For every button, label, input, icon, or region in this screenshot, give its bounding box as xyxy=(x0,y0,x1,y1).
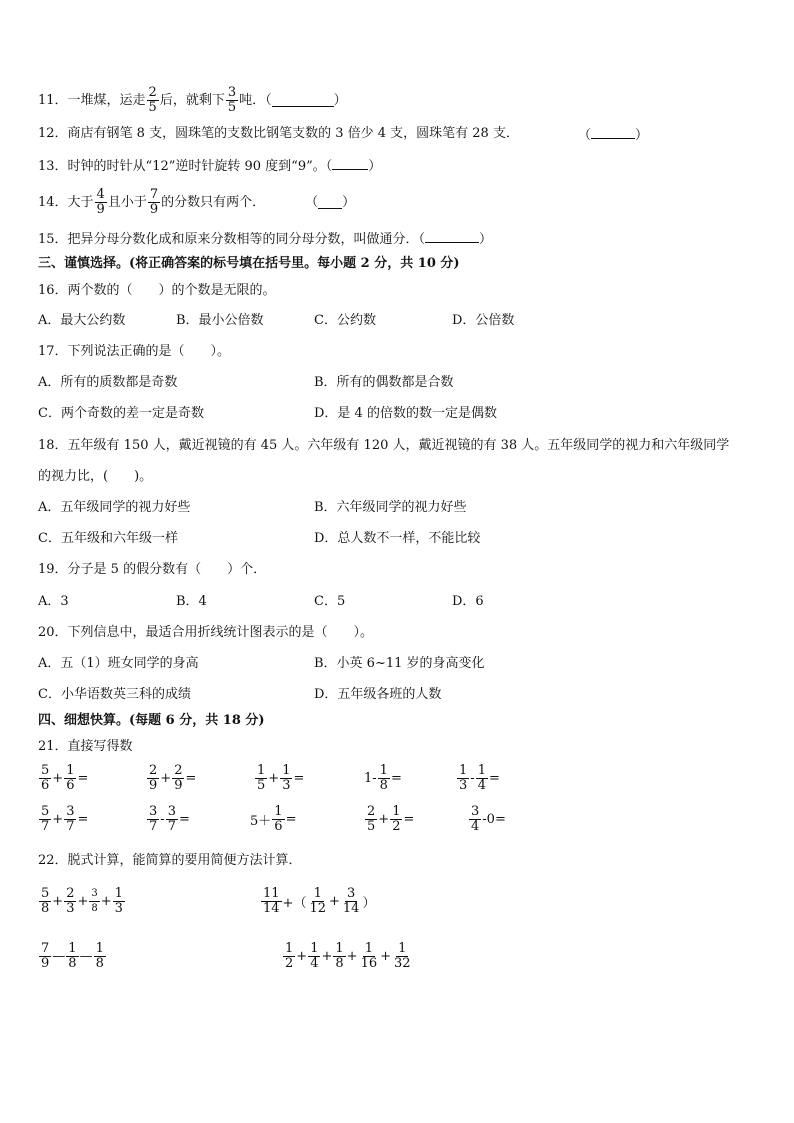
operator: + xyxy=(77,894,89,909)
denominator: 6 xyxy=(66,778,75,793)
q17-option-a[interactable]: A．所有的质数都是奇数 xyxy=(38,375,178,390)
denominator: 9 xyxy=(174,778,183,793)
question-18-line-2: 的视力比，( )。 xyxy=(38,469,153,484)
operator: - xyxy=(470,771,475,786)
operator: + xyxy=(52,812,64,827)
fraction xyxy=(147,764,159,793)
fraction xyxy=(147,805,159,834)
fraction xyxy=(261,887,282,916)
fraction xyxy=(39,805,51,834)
q14-suffix: 的分数只有两个． xyxy=(161,194,266,210)
close-paren: ） xyxy=(479,232,493,247)
q12-answer xyxy=(578,126,648,144)
fraction xyxy=(476,764,488,793)
question-11 xyxy=(38,86,347,115)
q21-expression-3 xyxy=(254,764,304,793)
denominator: 8 xyxy=(95,956,104,971)
denominator: 5 xyxy=(227,100,237,115)
q16-option-b[interactable]: B．最小公倍数 xyxy=(176,313,264,328)
numerator: 5 xyxy=(41,886,50,901)
fraction xyxy=(272,805,284,834)
denominator: 5 xyxy=(257,778,266,793)
q11-fraction-2 xyxy=(226,86,238,115)
fraction xyxy=(255,764,267,793)
numerator: 3 xyxy=(347,886,356,901)
denominator: 8 xyxy=(68,956,77,971)
equals-sign: = xyxy=(285,812,297,827)
numerator: 1 xyxy=(114,886,123,901)
q19-option-d[interactable]: D．6 xyxy=(452,594,484,609)
fraction xyxy=(341,887,362,916)
numerator: 3 xyxy=(149,804,158,819)
question-18-line-1: 18．五年级有 150 人，戴近视镜的有 45 人。六年级有 120 人，戴近视镜的有 38 人。五年级同学的视力和六年级同学 xyxy=(38,438,730,453)
equals-sign: = xyxy=(488,771,500,786)
fraction xyxy=(166,805,178,834)
fraction xyxy=(66,942,78,971)
close-paren: ） xyxy=(368,159,382,174)
question-19: 19．分子是 5 的假分数有（ ）个． xyxy=(38,562,267,577)
question-16: 16．两个数的（ ）的个数是无限的。 xyxy=(38,283,276,298)
denominator: 7 xyxy=(41,819,50,834)
operator: + xyxy=(160,771,172,786)
question-15 xyxy=(38,230,492,248)
denominator: 16 xyxy=(360,956,378,971)
operator: + xyxy=(346,949,358,964)
q20-option-a[interactable]: A．五（1）班女同学的身高 xyxy=(38,656,199,671)
q21-expression-10 xyxy=(468,805,506,834)
denominator: 3 xyxy=(66,901,75,916)
fraction xyxy=(283,942,295,971)
operator: + xyxy=(321,949,333,964)
numerator: 1 xyxy=(392,804,401,819)
numerator: 2 xyxy=(367,804,376,819)
q17-option-c[interactable]: C．两个奇数的差一定是奇数 xyxy=(38,406,204,421)
fraction xyxy=(390,805,402,834)
numerator: 2 xyxy=(66,886,75,901)
fraction xyxy=(113,887,125,916)
equals-sign: = xyxy=(77,771,89,786)
operator: - xyxy=(160,812,165,827)
q16-option-c[interactable]: C．公约数 xyxy=(314,313,376,328)
numerator: 1 xyxy=(66,763,75,778)
fraction xyxy=(64,805,76,834)
denominator: 8 xyxy=(91,903,98,914)
close-paren: ） xyxy=(362,896,376,911)
denominator: 8 xyxy=(379,778,388,793)
q22-expression-2 xyxy=(260,887,375,916)
denominator: 8 xyxy=(41,901,50,916)
numerator: 1 xyxy=(313,886,322,901)
numerator: 3 xyxy=(471,804,480,819)
q17-option-b[interactable]: B．所有的偶数都是合数 xyxy=(314,375,454,390)
q21-expression-5 xyxy=(456,764,500,793)
operator: + xyxy=(378,812,390,827)
denominator: 2 xyxy=(285,956,294,971)
q15-answer-blank[interactable] xyxy=(425,230,479,243)
numerator: 2 xyxy=(174,763,183,778)
denominator: 4 xyxy=(471,819,480,834)
numerator: 1 xyxy=(459,763,468,778)
open-paren: （ xyxy=(305,194,319,210)
q20-option-b[interactable]: B．小英 6~11 岁的身高变化 xyxy=(314,656,485,671)
q15-text: 15．把异分母分数化成和原来分数相等的同分母分数，叫做通分．（ xyxy=(38,232,426,247)
fraction xyxy=(280,764,292,793)
q18-option-c[interactable]: C．五年级和六年级一样 xyxy=(38,531,178,546)
q16-option-d[interactable]: D．公倍数 xyxy=(452,313,515,328)
q14-fraction-2 xyxy=(148,188,160,217)
numerator: 2 xyxy=(148,85,157,100)
fraction xyxy=(378,764,390,793)
numerator: 1 xyxy=(379,763,388,778)
close-paren: ） xyxy=(342,194,356,210)
denominator: 6 xyxy=(41,778,50,793)
numerator: 3 xyxy=(89,887,99,902)
denominator: 14 xyxy=(263,901,280,916)
denominator: 9 xyxy=(149,778,158,793)
section-4-heading: 四、细想快算。(每题 6 分，共 18 分) xyxy=(38,713,265,728)
numerator: 1 xyxy=(257,763,266,778)
equals-sign: = xyxy=(178,812,190,827)
numerator: 1 xyxy=(477,763,486,778)
question-12 xyxy=(38,126,519,142)
q22-expression-1 xyxy=(38,887,126,916)
q17-option-d[interactable]: D．是 4 的倍数的数一定是偶数 xyxy=(314,406,497,421)
numerator: 3 xyxy=(167,804,176,819)
operator: + xyxy=(100,894,112,909)
operator: — xyxy=(79,949,93,964)
q14-answer-blank[interactable] xyxy=(318,196,342,209)
q22-expression-4 xyxy=(282,942,414,971)
equals-sign: = xyxy=(390,771,402,786)
question-22: 22．脱式计算，能简算的要用简便方法计算． xyxy=(38,853,302,868)
q14-prefix: 14．大于 xyxy=(38,194,94,210)
fraction xyxy=(64,764,76,793)
denominator: 8 xyxy=(335,956,344,971)
q13-text: 13．时钟的时针从“12”逆时针旋转 90 度到“9”。（ xyxy=(38,159,333,174)
numerator: 1 xyxy=(335,941,344,956)
close-paren: ） xyxy=(635,128,649,143)
q19-option-c[interactable]: C．5 xyxy=(314,594,346,609)
q21-expression-9 xyxy=(364,805,414,834)
operator: + xyxy=(329,894,340,909)
operator: + xyxy=(296,949,308,964)
numerator: 5 xyxy=(41,804,50,819)
fraction xyxy=(64,887,76,916)
q21-expression-1 xyxy=(38,764,88,793)
q14-mid: 且小于 xyxy=(107,194,147,210)
numerator: 1 xyxy=(282,763,291,778)
fraction xyxy=(89,887,99,916)
denominator: 7 xyxy=(66,819,75,834)
fraction xyxy=(39,764,51,793)
denominator: 32 xyxy=(394,956,411,971)
q21-expression-8 xyxy=(250,805,296,834)
q16-option-a[interactable]: A．最大公约数 xyxy=(38,313,126,328)
denominator: 12 xyxy=(309,901,326,916)
question-13 xyxy=(38,157,381,175)
suffix: -0= xyxy=(482,812,506,827)
fraction xyxy=(365,805,377,834)
q11-prefix: 11．一堆煤，运走 xyxy=(38,92,146,108)
fraction xyxy=(308,942,320,971)
denominator: 3 xyxy=(114,901,123,916)
denominator: 9 xyxy=(149,202,159,217)
fraction xyxy=(469,805,481,834)
operator: + xyxy=(52,894,64,909)
q18-option-a[interactable]: A．五年级同学的视力好些 xyxy=(38,500,191,515)
q19-option-b[interactable]: B．4 xyxy=(176,594,207,609)
q11-mid: 后，就剩下 xyxy=(159,92,225,108)
denominator: 6 xyxy=(274,819,283,834)
equals-sign: = xyxy=(403,812,415,827)
denominator: 9 xyxy=(41,956,50,971)
fraction xyxy=(333,942,345,971)
question-14 xyxy=(38,188,355,217)
fraction xyxy=(39,887,51,916)
open-paren: （ xyxy=(578,128,592,143)
equals-sign: = xyxy=(293,771,305,786)
denominator: 5 xyxy=(148,100,157,115)
q20-option-c[interactable]: C．小华语数英三科的成绩 xyxy=(38,687,191,702)
fraction xyxy=(94,942,106,971)
numerator: 1 xyxy=(274,804,283,819)
numerator: 1 xyxy=(285,941,294,956)
section-3-heading: 三、谨慎选择。(将正确答案的标号填在括号里。每小题 2 分，共 10 分) xyxy=(38,256,460,271)
q21-expression-2 xyxy=(146,764,196,793)
fraction xyxy=(39,942,51,971)
denominator: 7 xyxy=(149,819,158,834)
operator: + xyxy=(52,771,64,786)
denominator: 4 xyxy=(310,956,319,971)
q20-option-d[interactable]: D．五年级各班的人数 xyxy=(314,687,442,702)
numerator: 3 xyxy=(227,85,237,100)
denominator: 14 xyxy=(342,901,360,916)
q11-answer-blank[interactable] xyxy=(272,94,334,107)
numerator: 1 xyxy=(68,941,77,956)
prefix: 5＋ xyxy=(250,814,272,829)
numerator: 11 xyxy=(263,886,280,901)
equals-sign: = xyxy=(185,771,197,786)
numerator: 7 xyxy=(41,941,50,956)
numerator: 1 xyxy=(398,941,407,956)
question-17: 17．下列说法正确的是（ ）。 xyxy=(38,344,231,359)
operator: +（ xyxy=(282,896,307,911)
q14-fraction-1 xyxy=(95,188,107,217)
q21-expression-4 xyxy=(364,764,402,793)
denominator: 7 xyxy=(167,819,176,834)
q12-answer-blank[interactable] xyxy=(591,126,635,139)
denominator: 2 xyxy=(392,819,401,834)
q11-end: ） xyxy=(333,92,347,108)
numerator: 1 xyxy=(364,941,373,956)
fraction xyxy=(307,887,328,916)
denominator: 5 xyxy=(367,819,376,834)
q19-option-a[interactable]: A．3 xyxy=(38,594,69,609)
q21-expression-6 xyxy=(38,805,88,834)
question-21: 21．直接写得数 xyxy=(38,739,133,754)
prefix: 1- xyxy=(364,771,377,786)
operator: + xyxy=(268,771,280,786)
equals-sign: = xyxy=(77,812,89,827)
q12-text: 12．商店有钢笔 8 支，圆珠笔的支数比钢笔支数的 3 倍少 4 支，圆珠笔有 28 支． xyxy=(38,126,519,141)
numerator: 5 xyxy=(41,763,50,778)
q11-suffix: 吨．（ xyxy=(239,92,272,108)
q21-expression-7 xyxy=(146,805,190,834)
q18-option-b[interactable]: B．六年级同学的视力好些 xyxy=(314,500,467,515)
denominator: 9 xyxy=(96,202,105,217)
q11-fraction-1 xyxy=(147,86,159,115)
numerator: 4 xyxy=(96,187,105,202)
fraction xyxy=(392,942,413,971)
denominator: 3 xyxy=(459,778,468,793)
q13-answer-blank[interactable] xyxy=(332,157,368,170)
denominator: 3 xyxy=(282,778,291,793)
denominator: 4 xyxy=(477,778,486,793)
numerator: 1 xyxy=(95,941,104,956)
fraction xyxy=(172,764,184,793)
numerator: 7 xyxy=(149,187,159,202)
numerator: 1 xyxy=(310,941,319,956)
operator: — xyxy=(52,949,66,964)
fraction xyxy=(359,942,380,971)
question-20: 20．下列信息中，最适合用折线统计图表示的是（ ）。 xyxy=(38,625,374,640)
q22-expression-3 xyxy=(38,942,107,971)
fraction xyxy=(457,764,469,793)
numerator: 3 xyxy=(66,804,75,819)
operator: + xyxy=(380,949,392,964)
numerator: 2 xyxy=(149,763,158,778)
q18-option-d[interactable]: D．总人数不一样，不能比较 xyxy=(314,531,481,546)
